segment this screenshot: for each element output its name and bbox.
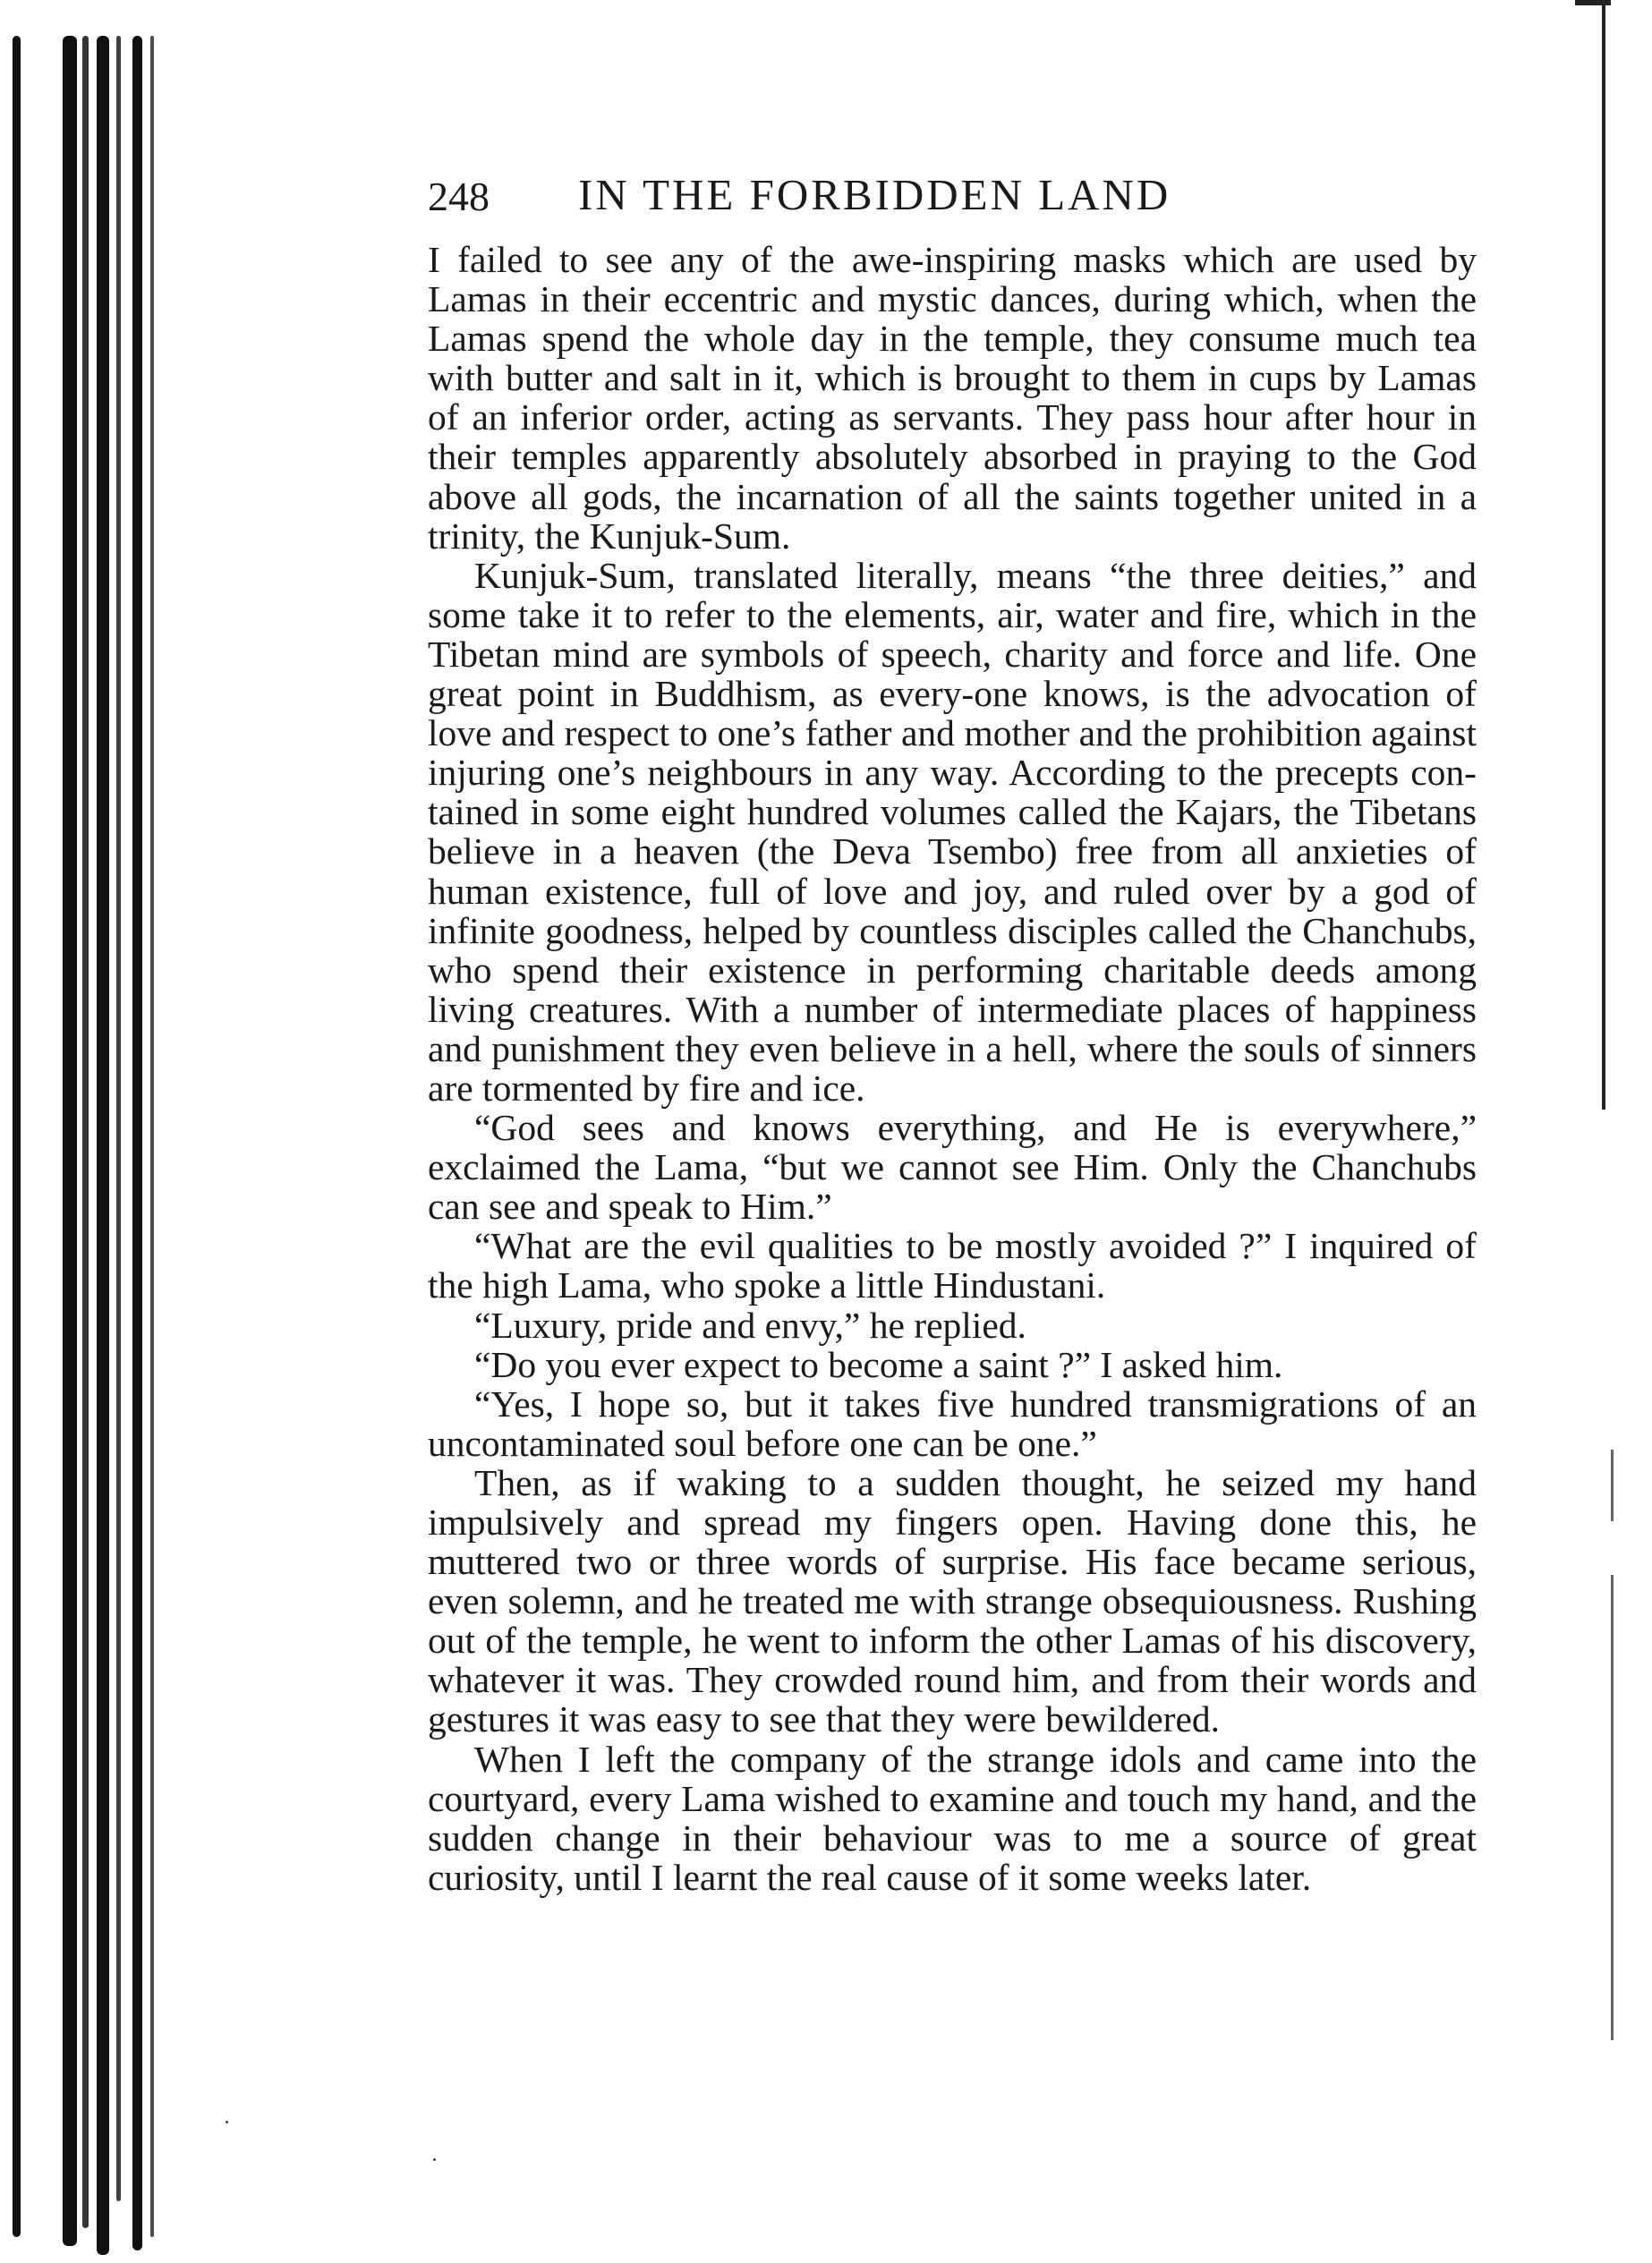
paragraph: Kunjuk-Sum, translated literally, means “the three deities,” and some take it to refer to the elements, air, water and fire, which in the Tibetan mind are symbols of speech, charity and force and life. One great point in Buddhism, as every-one knows, is the advocation of love and respect to one’s father and mother and the prohibition against injuring one’s neighbours in any way. According to the precepts con-tained in some eight hundred volumes called the Kajars, the Tibetans believe in a heaven (the Deva Tsembo) free from all anxieties of human existence, full of love and joy, and ruled over by a god of infinite goodness, helped by countless disciples called the Chanchubs, who spend their existence in performing charitable deeds among living creatures. With a number of intermediate places of happiness and punishment they even believe in a hell, where the souls of sinners are tormented by fire and ice. — [428, 554, 1477, 1109]
binding-gutter-line — [116, 36, 121, 2201]
paragraph: “Luxury, pride and envy,” he replied. — [474, 1304, 1026, 1346]
page-header — [428, 168, 1484, 222]
paragraph: “Do you ever expect to become a saint ?” I asked him. — [474, 1343, 1283, 1385]
binding-gutter-line — [63, 36, 77, 2246]
paragraph: “Yes, I hope so, but it takes five hundred transmigrations of an uncontaminated soul before one can be one.” — [428, 1382, 1477, 1464]
binding-gutter-line — [13, 36, 21, 2237]
page-edge-line — [1611, 1575, 1614, 2040]
page-edge-line — [1575, 0, 1611, 5]
binding-gutter-line — [150, 36, 154, 2237]
binding-gutter-line — [97, 36, 109, 2255]
page-edge-line — [1611, 1450, 1614, 1521]
binding-gutter-line — [82, 36, 89, 2228]
paragraph: “What are the evil qualities to be mostly avoided ?” I inquired of the high Lama, who spoke a little Hindustani. — [428, 1225, 1477, 1306]
paragraph: “God sees and knows everything, and He is everywhere,” exclaimed the Lama, “but we cannot see Him. Only the Chanchubs can see and speak to Him.” — [428, 1107, 1477, 1228]
scan-speck — [226, 2121, 228, 2123]
scan-speck — [433, 2158, 436, 2161]
paragraph: Then, as if waking to a sudden thought, he seized my hand impulsively and spread my fingers open. Having done this, he muttered two or three words of surprise. His face became serious, even solemn, and he treated me with strange obsequiousness. Rushing out of the temple, he went to inform the other Lamas of his discovery, whatever it was. They crowded round him, and from their words and gestures it was easy to see that they were bewildered. — [428, 1461, 1477, 1740]
running-title: IN THE FORBIDDEN LAND — [578, 170, 1171, 219]
paragraph: I failed to see any of the awe-inspiring masks which are used by Lamas in their eccentric and mystic dances, during which, when the Lamas spend the whole day in the temple, they consume much tea with butter and salt in it, which is brought to them in cups by Lamas of an inferior order, acting as servants. They pass hour after hour in their temples apparently absolutely absorbed in praying to the God above all gods, the incarnation of all the saints together united in a trinity, the Kunjuk-Sum. — [428, 239, 1477, 557]
page-number: 248 — [428, 174, 490, 219]
page-edge-line — [1602, 0, 1605, 1110]
paragraph: When I left the company of the strange idols and came into the courtyard, every Lama wished to examine and touch my hand, and the sudden change in their behaviour was to me a source of great curiosity, until I learnt the real cause of it some weeks later. — [428, 1738, 1477, 1898]
body-text — [428, 240, 1477, 1897]
binding-gutter-line — [132, 36, 142, 2250]
